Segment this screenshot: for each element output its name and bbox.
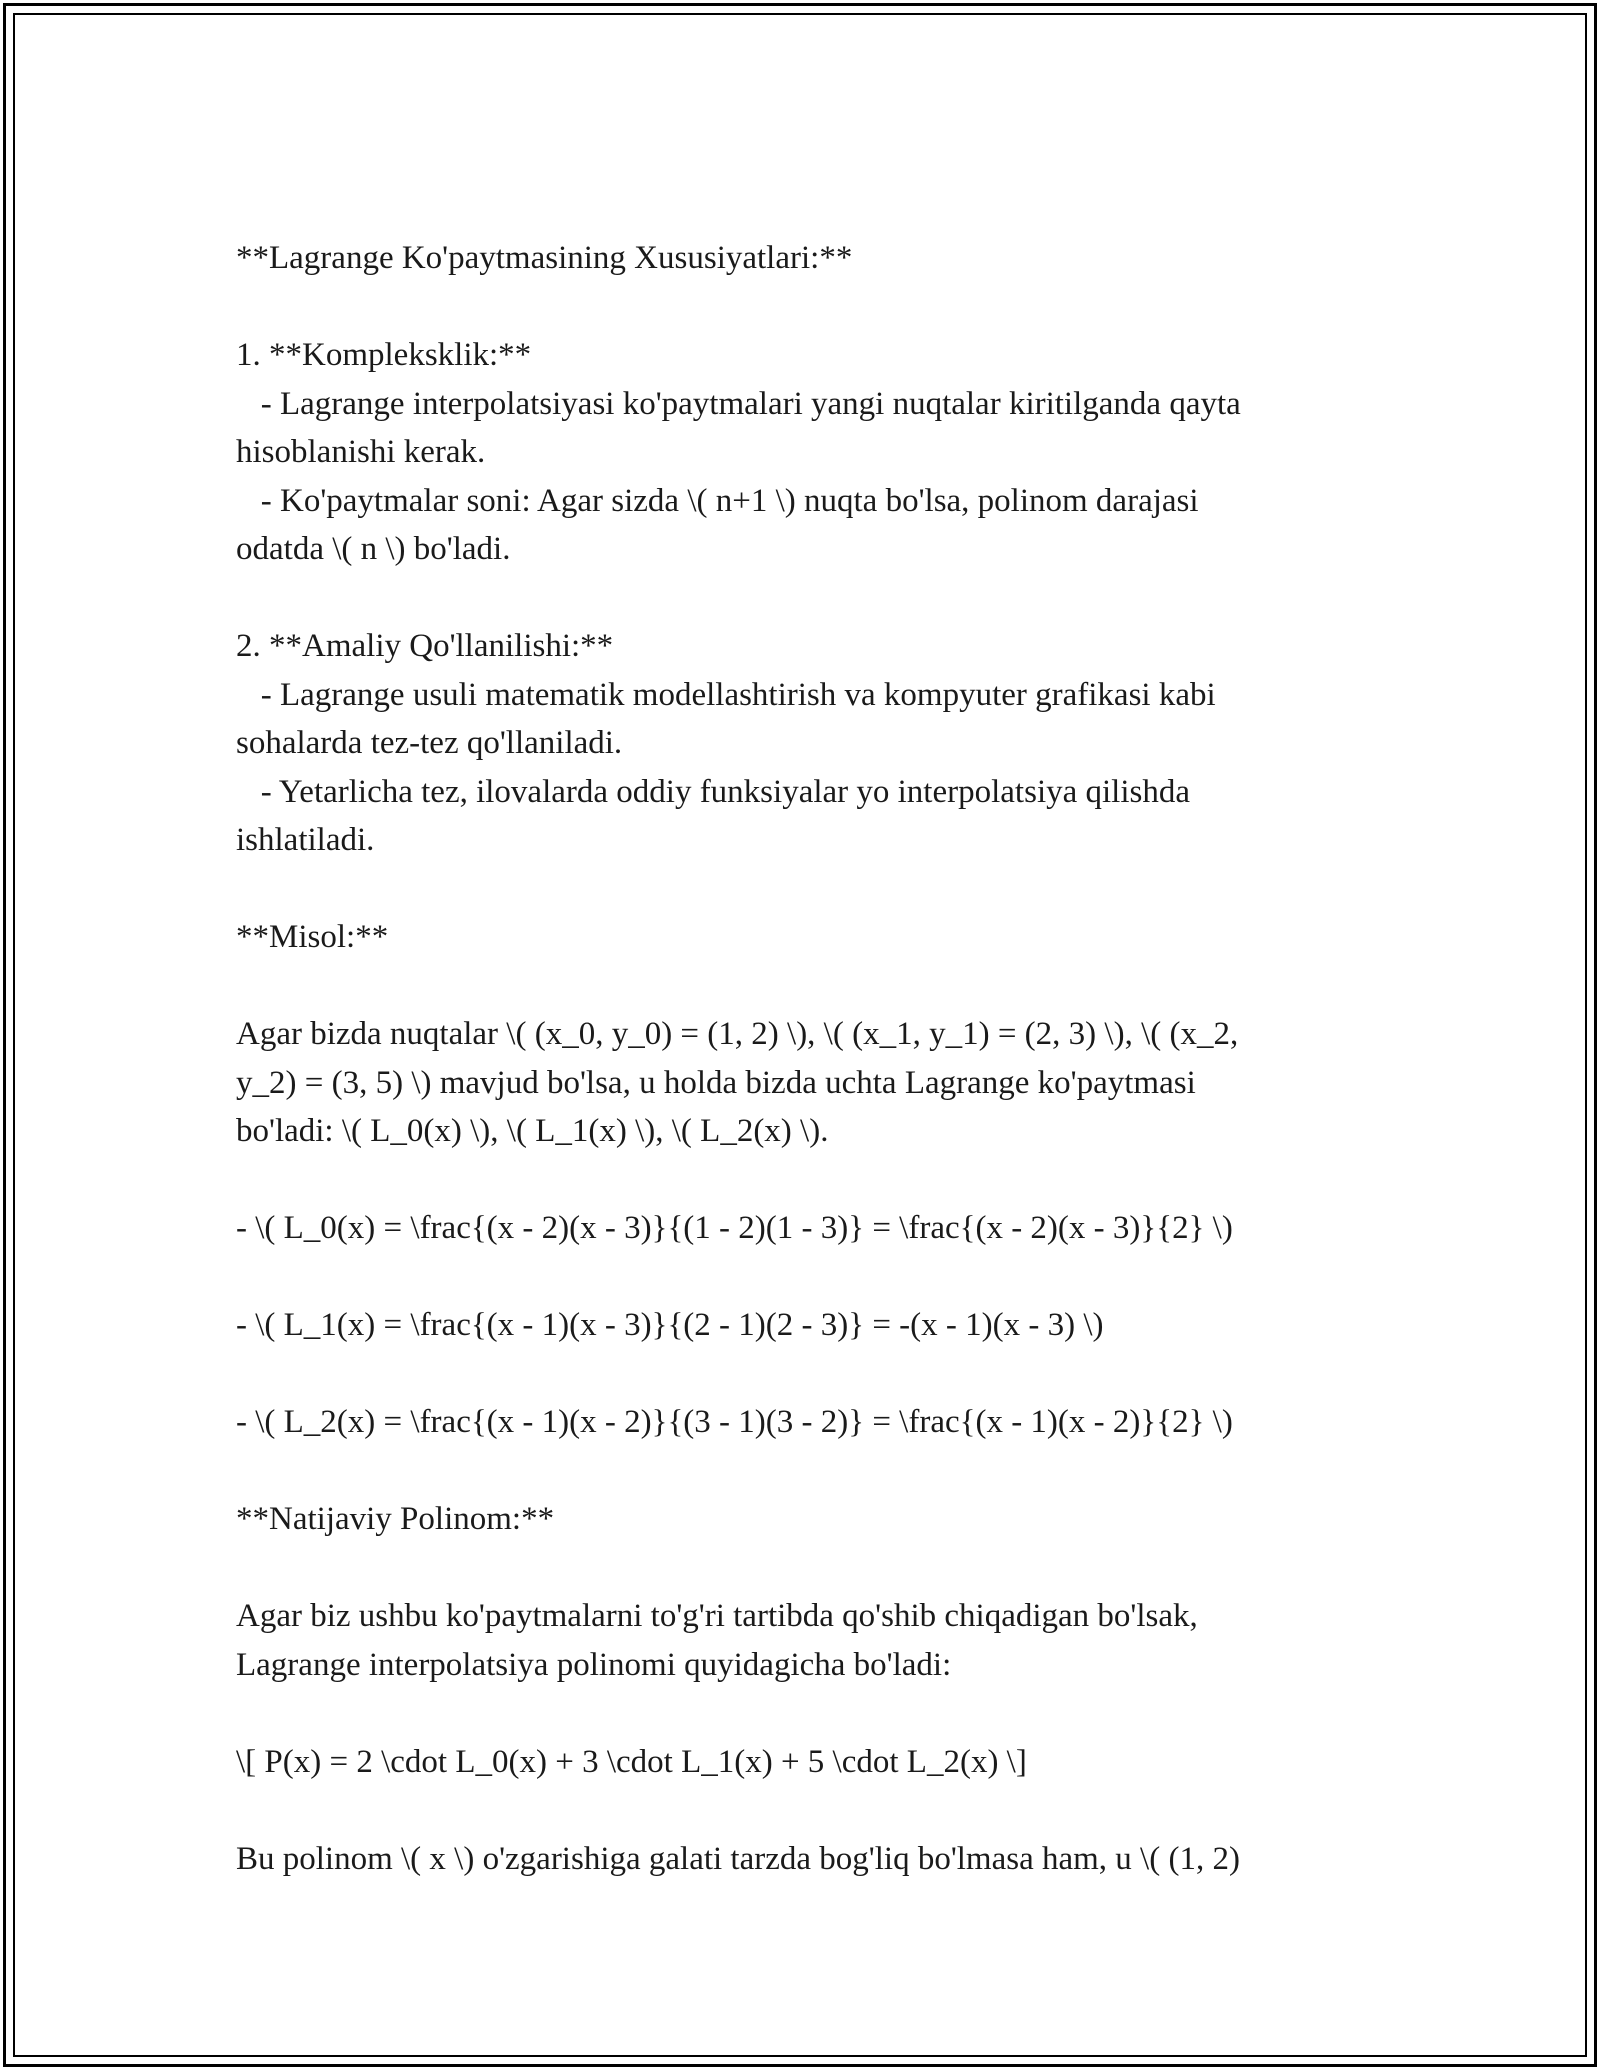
- formula-l1: - \( L_1(x) = \frac{(x - 1)(x - 3)}{(2 - 1)(2 - 3)} = -(x - 1)(x - 3) \): [236, 1307, 1104, 1343]
- document-heading: **Lagrange Ko'paytmasining Xususiyatlari:**: [236, 240, 853, 276]
- blank-line: [236, 574, 1366, 623]
- example-line: Agar bizda nuqtalar \( (x_0, y_0) = (1, 2) \), \( (x_1, y_1) = (2, 3) \), \( (x_2,: [236, 1016, 1239, 1052]
- example-heading: **Misol:**: [236, 919, 389, 955]
- example-line: y_2) = (3, 5) \) mavjud bo'lsa, u holda bizda uchta Lagrange ko'paytmasi: [236, 1064, 1196, 1101]
- formula-l0: - \( L_0(x) = \frac{(x - 2)(x - 3)}{(1 - 2)(1 - 3)} = \frac{(x - 2)(x - 3)}{2} \): [236, 1210, 1233, 1246]
- blank-line: [236, 1689, 1366, 1738]
- section-line: - Ko'paytmalar soni: Agar sizda \( n+1 \) nuqta bo'lsa, polinom darajasi: [236, 482, 1199, 519]
- section-line: - Lagrange interpolatsiyasi ko'paytmalari yangi nuqtalar kiritilganda qayta: [236, 385, 1241, 422]
- section-line: ishlatiladi.: [236, 822, 375, 858]
- section-line: - Yetarlicha tez, ilovalarda oddiy funksiyalar yo interpolatsiya qilishda: [236, 773, 1191, 810]
- blank-line: [236, 865, 1366, 914]
- result-line: Agar biz ushbu ko'paytmalarni to'g'ri tartibda qo'shib chiqadigan bo'lsak,: [236, 1598, 1198, 1634]
- example-line: bo'ladi: \( L_0(x) \), \( L_1(x) \), \( L_2(x) \).: [236, 1113, 829, 1149]
- section-title-complexity: 1. **Kompleksklik:**: [236, 337, 532, 373]
- blank-line: [236, 1253, 1366, 1302]
- document-body: [236, 234, 1366, 1883]
- blank-line: [236, 1786, 1366, 1835]
- polynomial-formula: \[ P(x) = 2 \cdot L_0(x) + 3 \cdot L_1(x) + 5 \cdot L_2(x) \]: [236, 1743, 1027, 1780]
- section-title-applications: 2. **Amaliy Qo'llanilishi:**: [236, 628, 614, 664]
- result-line: Lagrange interpolatsiya polinomi quyidagicha bo'ladi:: [236, 1646, 952, 1683]
- section-line: - Lagrange usuli matematik modellashtirish va kompyuter grafikasi kabi: [236, 676, 1216, 713]
- result-heading: **Natijaviy Polinom:**: [236, 1501, 555, 1537]
- formula-l2: - \( L_2(x) = \frac{(x - 1)(x - 2)}{(3 - 1)(3 - 2)} = \frac{(x - 1)(x - 2)}{2} \): [236, 1404, 1233, 1440]
- blank-line: [236, 1544, 1366, 1593]
- section-line: hisoblanishi kerak.: [236, 434, 486, 470]
- blank-line: [236, 1350, 1366, 1399]
- blank-line: [236, 1156, 1366, 1205]
- blank-line: [236, 962, 1366, 1011]
- section-line: odatda \( n \) bo'ladi.: [236, 531, 511, 567]
- section-line: sohalarda tez-tez qo'llaniladi.: [236, 725, 623, 761]
- blank-line: [236, 1447, 1366, 1496]
- final-line: Bu polinom \( x \) o'zgarishiga galati tarzda bog'liq bo'lmasa ham, u \( (1, 2): [236, 1840, 1240, 1877]
- blank-line: [236, 283, 1366, 332]
